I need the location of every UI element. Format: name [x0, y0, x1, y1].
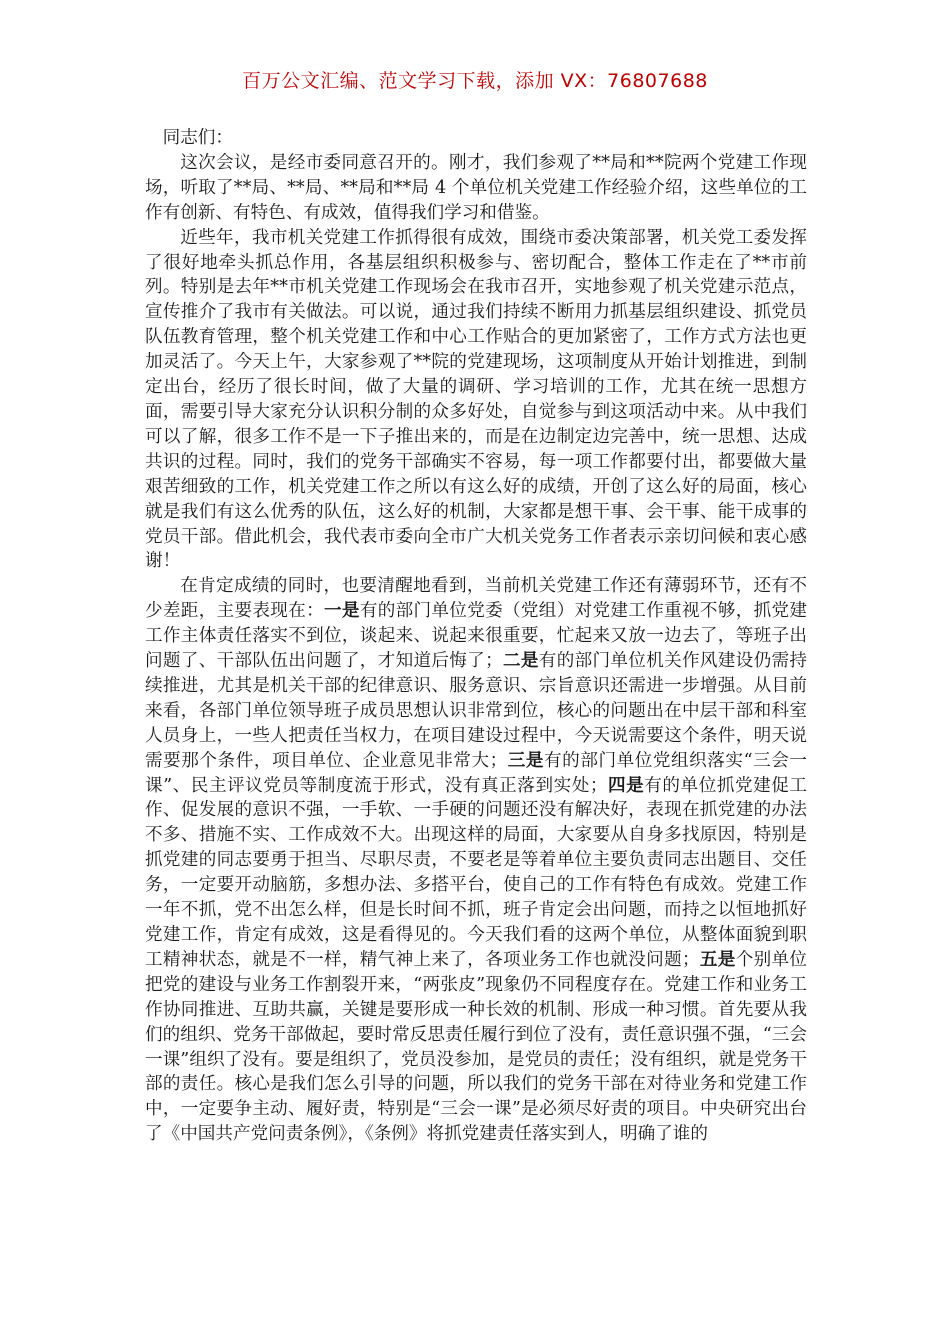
- point-2-text: 有的部门单位机关作风建设仍需持续推进，尤其是机关干部的纪律意识、服务意识、宗旨意识还需进一步增强。从目前来看，各部门单位领导班子成员思想认识非常到位，核心的问题出在中层干部和科室人员身上，一些人把责任当权力，在项目建设过程中，今天说需要这个条件，明天说需要那个条件，项目单位、企业意见非常大；: [145, 651, 807, 771]
- point-1-text: 有的部门单位党委（党组）对党建工作重视不够，抓党建工作主体责任落实不到位，谈起来、说起来很重要，忙起来又放一边去了，等班子出问题了、干部队伍出问题了，才知道后悔了；: [145, 601, 807, 672]
- paragraph-2: 近些年，我市机关党建工作抓得很有成效，围绕市委决策部署，机关党工委发挥了很好地牵头抓总作用，各基层组织积极参与、密切配合，整体工作走在了**市前列。特别是去年**市机关党建工作现场会在我市召开，实地参观了机关党建示范点，宣传推介了我市有关做法。可以说，通过我们持续不断用力抓基层组织建设、抓党员队伍教育管理，整个机关党建工作和中心工作贴合的更加紧密了，工作方式方法也更加灵活了。今天上午，大家参观了**院的党建现场，这项制度从开始计划推进，到制定出台，经历了很长时间，做了大量的调研、学习培训的工作，尤其在统一思想方面，需要引导大家充分认识积分制的众多好处，自觉参与到这项活动中来。从中我们可以了解，很多工作不是一下子推出来的，而是在边制定边完善中，统一思想、达成共识的过程。同时，我们的党务干部确实不容易，每一项工作都要付出，都要做大量艰苦细致的工作，机关党建工作之所以有这么好的成绩，开创了这么好的局面，核心就是我们有这么优秀的队伍，这么好的机制，大家都是想干事、会干事、能干成事的党员干部。借此机会，我代表市委向全市广大机关党务工作者表示亲切问候和衷心感谢！: [145, 227, 807, 572]
- salutation: 同志们：: [162, 128, 233, 148]
- point-4-label: 四是: [607, 774, 645, 796]
- point-5-text: 个别单位把党的建设与业务工作割裂开来，“两张皮”现象仍不同程度存在。党建工作和业务工作协同推进、互助共赢，关键是要形成一种长效的机制、形成一种习惯。首先要从我们的组织、党务干部做起，要时常反思责任履行到位了没有，责任意识强不强，“三会一课”组织了没有。要是组织了，党员没参加，是党员的责任；没有组织，就是党务干部的责任。核心是我们怎么引导的问题，所以我们的党务干部在对待业务和党建工作中，一定要争主动、履好责，特别是“三会一课”是必须尽好责的项目。中央研究出台了《中国共产党问责条例》，《条例》将抓党建责任落实到人，明确了谁的: [145, 949, 807, 1145]
- p3-intro: 在肯定成绩的同时，也要清醒地看到，当前机关党建工作还有薄弱环节，还有不少差距，主要表现在：: [145, 576, 807, 622]
- paragraph-3: [145, 574, 807, 1147]
- document-body: [145, 126, 807, 1147]
- point-5-label: 五是: [699, 948, 736, 970]
- point-1-label: 一是: [324, 600, 360, 622]
- point-3-label: 三是: [507, 749, 545, 771]
- header-banner: 百万公文汇编、范文学习下载，添加 VX：76807688: [242, 70, 708, 92]
- paragraph-1: 这次会议，是经市委同意召开的。刚才，我们参观了**局和**院两个党建工作现场，听取了**局、**局、**局和**局 4 个单位机关党建工作经验介绍，这些单位的工作有创新、有特色、有成效，值得我们学习和借鉴。: [145, 152, 807, 223]
- point-3-text: 有的部门单位党组织落实“三会一课”、民主评议党员等制度流于形式，没有真正落到实处；: [145, 750, 807, 796]
- point-4-text: 有的单位抓党建促工作、促发展的意识不强，一手软、一手硬的问题还没有解决好，表现在抓党建的办法不多、措施不实、工作成效不大。出现这样的局面，大家要从自身多找原因，特别是抓党建的同志要勇于担当、尽职尽责，不要老是等着单位主要负责同志出题目、交任务，一定要开动脑筋，多想办法、多搭平台，使自己的工作有特色有成效。党建工作一年不抓，党不出怎么样，但是长时间不抓，班子肯定会出问题，而持之以恒地抓好党建工作，肯定有成效，这是看得见的。今天我们看的这两个单位，从整体面貌到职工精神状态，就是不一样，精气神上来了，各项业务工作也就没问题；: [145, 775, 807, 970]
- point-2-label: 二是: [502, 650, 539, 672]
